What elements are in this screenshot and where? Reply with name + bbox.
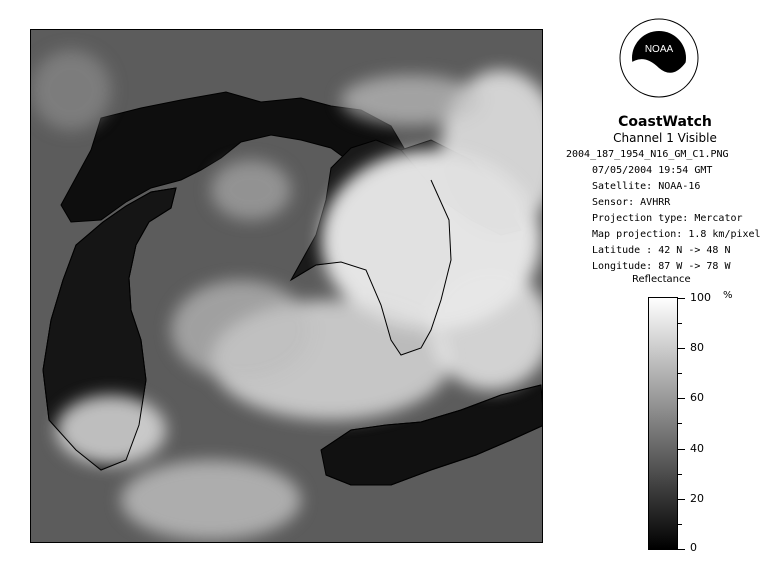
tick-60 (678, 398, 685, 399)
tick-100 (678, 298, 685, 299)
logo-text: NOAA (644, 44, 674, 55)
minor-tick (678, 323, 682, 324)
map-projection: Map projection: 1.8 km/pixel (592, 229, 761, 240)
satellite-map (31, 30, 543, 543)
longitude-range: Longitude: 87 W -> 78 W (592, 261, 731, 272)
tick-80 (678, 348, 685, 349)
tick-label-80: 80 (690, 341, 704, 354)
colorbar-label: Reflectance (632, 274, 691, 285)
channel-subtitle: Channel 1 Visible (613, 131, 717, 145)
latitude-range: Latitude : 42 N -> 48 N (592, 245, 731, 256)
date-time: 07/05/2004 19:54 GMT (592, 165, 713, 176)
minor-tick (678, 474, 682, 475)
noaa-logo-icon (619, 18, 699, 98)
tick-label-20: 20 (690, 492, 704, 505)
tick-label-0: 0 (690, 541, 697, 554)
satellite: Satellite: NOAA-16 (592, 181, 701, 192)
colorbar-unit: % (723, 290, 733, 301)
minor-tick (678, 373, 682, 374)
tick-label-100: 100 (690, 291, 711, 304)
filename: 2004_187_1954_N16_GM_C1.PNG (566, 149, 729, 160)
product-title: CoastWatch (618, 114, 712, 130)
minor-tick (678, 524, 682, 525)
tick-20 (678, 499, 685, 500)
reflectance-colorbar (648, 297, 678, 550)
minor-tick (678, 423, 682, 424)
tick-0 (678, 549, 685, 550)
sensor: Sensor: AVHRR (592, 197, 671, 208)
tick-label-40: 40 (690, 442, 704, 455)
projection-type: Projection type: Mercator (592, 213, 743, 224)
tick-label-60: 60 (690, 391, 704, 404)
satellite-image (30, 29, 543, 543)
tick-40 (678, 449, 685, 450)
